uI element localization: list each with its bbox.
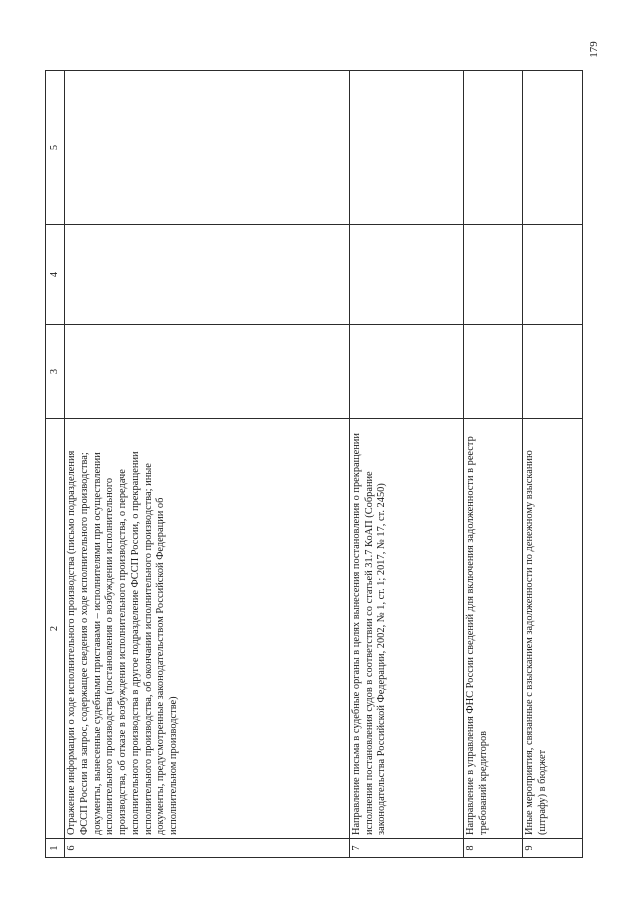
- header-cell: 3: [46, 325, 65, 419]
- row-number: 9: [523, 839, 583, 858]
- row-number: 8: [463, 839, 523, 858]
- row-description: Направление в управления ФНС России сведений для включения задолженности в реестр требований кредиторов: [463, 419, 523, 839]
- row-description: Иные мероприятия, связанные с взысканием задолженности по денежному взысканию (штрафу) в бюджет: [523, 419, 583, 839]
- row-number: 6: [65, 839, 350, 858]
- header-cell: 4: [46, 225, 65, 325]
- empty-cell: [350, 225, 464, 325]
- empty-cell: [463, 225, 523, 325]
- row-description: Направление письма в судебные органы в целях вынесения постановления о прекращении исполнения постановления судов в соответствии со статьей 31.7 КоАП (Собрание законодательства Российской Федерации, 2002, № 1, ст. 1; 2017, № 17, ст. 2450): [350, 419, 464, 839]
- row-description: Отражение информации о ходе исполнительного производства (письмо подразделения ФССП России на запрос, содержащее сведения о ходе исполнительного производства; документы, вынесенные судебными приставами – исполнителями при осуществлении исполнительного производства (постановления о возбуждении исполнительного производства, об отказе в возбуждении исполнительного производства, о передаче исполнительного производства в другое подразделение ФССП России, о прекращении исполнительного производства, об окончании исполнительного производства; иные документы, предусмотренные законодательством Российской Федерации об исполнительном производстве): [65, 419, 350, 839]
- table-row: [463, 71, 523, 858]
- procedures-table: [45, 70, 583, 858]
- row-number: 7: [350, 839, 464, 858]
- header-cell: 2: [46, 419, 65, 839]
- empty-cell: [65, 71, 350, 225]
- header-cell: 5: [46, 71, 65, 225]
- rotated-table-wrapper: [45, 71, 583, 858]
- header-row: [46, 71, 65, 858]
- empty-cell: [523, 325, 583, 419]
- empty-cell: [350, 71, 464, 225]
- empty-cell: [523, 225, 583, 325]
- table-row: [350, 71, 464, 858]
- empty-cell: [463, 71, 523, 225]
- empty-cell: [350, 325, 464, 419]
- page-number: 179: [587, 41, 600, 58]
- empty-cell: [523, 71, 583, 225]
- table-row: [65, 71, 350, 858]
- table-row: [523, 71, 583, 858]
- empty-cell: [65, 325, 350, 419]
- header-cell: 1: [46, 839, 65, 858]
- empty-cell: [65, 225, 350, 325]
- empty-cell: [463, 325, 523, 419]
